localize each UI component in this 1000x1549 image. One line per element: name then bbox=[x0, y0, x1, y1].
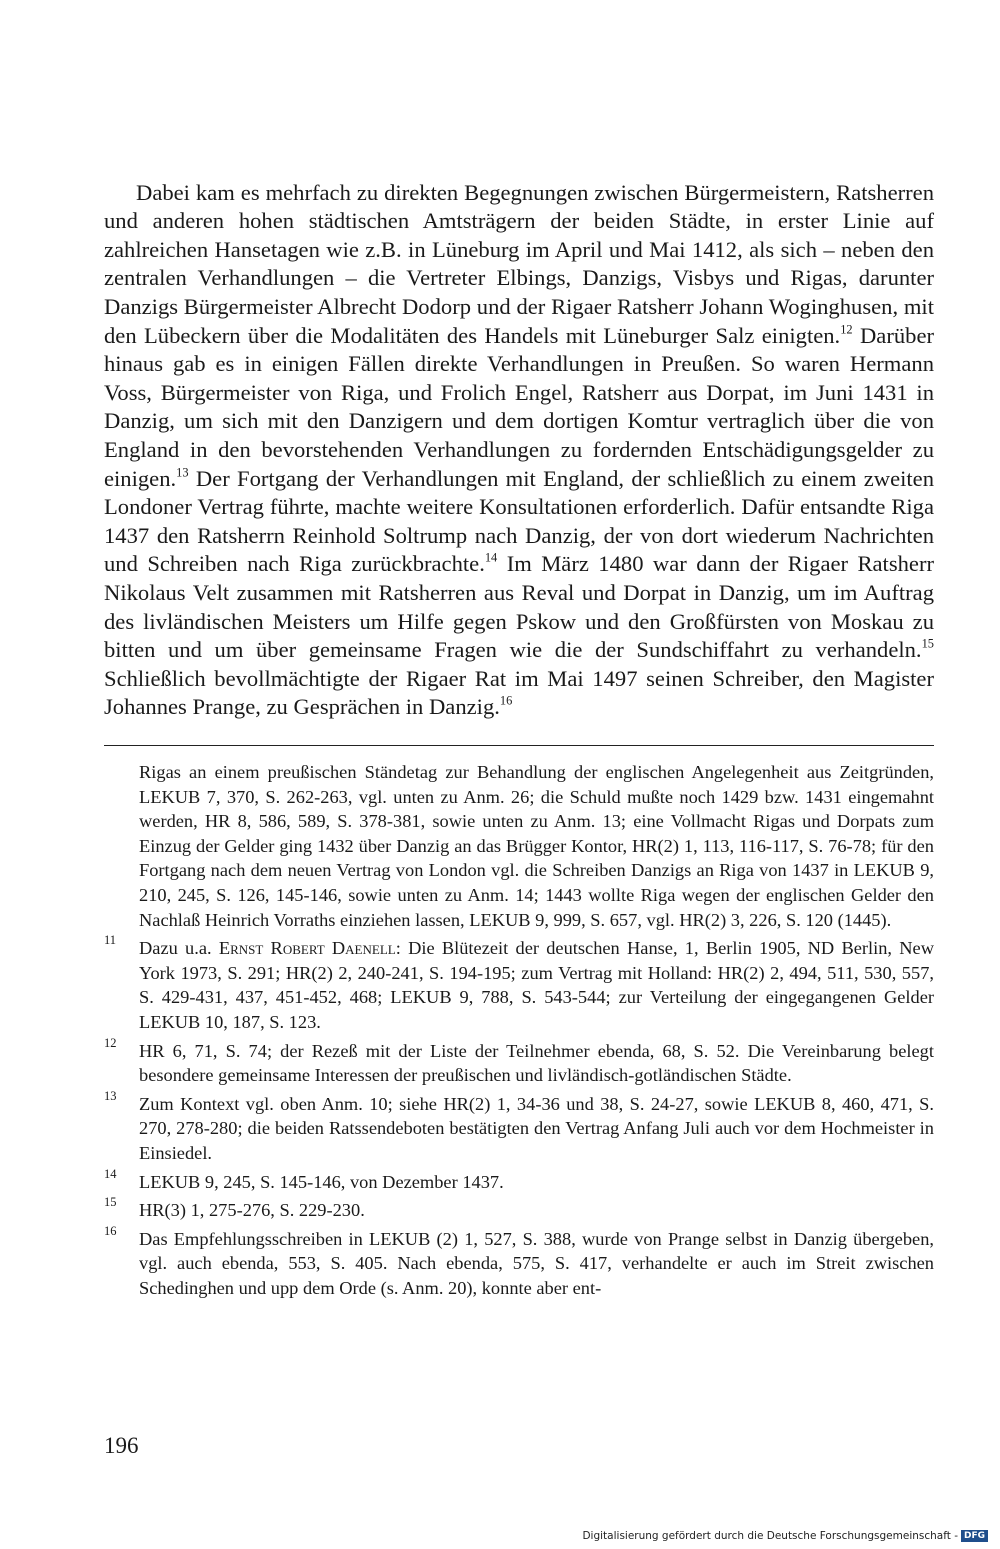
body-paragraph bbox=[104, 179, 934, 722]
footnote-text: HR 6, 71, S. 74; der Rezeß mit der Liste der Teilnehmer ebenda, 68, S. 52. Die Vereinbarung belegt besondere gemeinsame Interessen der preußischen und livländisch-gotländischen Städte. bbox=[139, 1040, 934, 1086]
body-text-segment: Darüber hinaus gab es in einigen Fällen direkte Verhandlungen in Preußen. So waren Hermann Voss, Bürgermeister von Riga, und Frolich Engel, Ratsherr aus Dorpat, im Juni 1431 in Danzig, um sich mit den Danzigern und dem dortigen Komtur vertraglich über die von England in den bevorstehenden Verhandlungen zu fordernden Entschädigungsgelder zu einigen. bbox=[104, 322, 935, 491]
footnote-number: 12 bbox=[104, 1035, 117, 1050]
footnote-14 bbox=[104, 1166, 934, 1195]
footnote-separator bbox=[104, 745, 934, 746]
footnote-text: Zum Kontext vgl. oben Anm. 10; siehe HR(2) 1, 34-36 und 38, S. 24-27, sowie LEKUB 8, 460, 471, S. 270, 278-280; die beiden Ratssendeboten bestätigten den Vertrag Anfang Juli auch vor dem Hochmeister in Einsiedel. bbox=[139, 1093, 934, 1163]
footnotes bbox=[104, 760, 934, 1304]
author-name: Ernst Robert Daenell bbox=[218, 938, 396, 959]
footnote-13 bbox=[104, 1088, 934, 1166]
footnote-number: 11 bbox=[104, 933, 117, 948]
footnote-ref-12[interactable]: 12 bbox=[840, 322, 853, 337]
footnote-number: 13 bbox=[104, 1088, 117, 1103]
footnote-number: 14 bbox=[104, 1166, 117, 1181]
footnote-12 bbox=[104, 1035, 934, 1088]
footnote-11 bbox=[104, 933, 934, 1034]
footnote-ref-16[interactable]: 16 bbox=[499, 693, 513, 708]
credit-text: Digitalisierung gefördert durch die Deutsche Forschungsgemeinschaft - bbox=[582, 1530, 958, 1542]
footnote-number: 15 bbox=[104, 1195, 117, 1210]
footnote-text: LEKUB 9, 245, S. 145-146, von Dezember 1437. bbox=[139, 1171, 504, 1192]
body-text-segment: Dabei kam es mehrfach zu direkten Begegnungen zwischen Bürgermeistern, Ratsherren und anderen hohen städtischen Amtsträgern der beiden Städte, in erster Linie auf zahlreichen Hansetagen wie z.B. in Lüneburg im April und Mai 1412, als sich – neben den zentralen Verhandlungen – die Vertreter Elbings, Danzigs, Visbys und Rigas, darunter Danzigs Bürgermeister Albrecht Dodorp und der Rigaer Ratsherr Johann Woginghusen, mit den Lübeckern über die Modalitäten des Handels mit Lüneburger Salz einigten. bbox=[104, 179, 934, 348]
footnote-ref-15[interactable]: 15 bbox=[921, 636, 934, 651]
footnote-text: Dazu u.a. Ernst Robert Daenell: Die Blütezeit der deutschen Hanse, 1, Berlin 1905, ND Berlin, New York 1973, S. 291; HR(2) 2, 240-241, S. 194-195; zum Vertrag mit Holland: HR(2) 2, 494, 511, 530, 557, S. 429-431, 437, 451-452, 468; LEKUB 9, 788, S. 543-544; zur Verteilung der eingegangenen Gelder LEKUB 10, 187, S. 123. bbox=[139, 938, 934, 1032]
footnote-text: HR(3) 1, 275-276, S. 229-230. bbox=[139, 1200, 365, 1221]
body-text-segment: Im März 1480 war dann der Rigaer Ratsherr Nikolaus Velt zusammen mit Ratsherren aus Reval und Dorpat in Danzig, um im Auftrag des livländischen Meisters um Hilfe gegen Pskow und den Großfürsten von Moskau zu bitten und um über gemeinsame Fragen wie die der Sundschiffahrt zu verhandeln. bbox=[104, 551, 934, 663]
footnote-ref-13[interactable]: 13 bbox=[176, 465, 189, 480]
digitization-credit bbox=[582, 1529, 988, 1543]
footnote-text: Das Empfehlungsschreiben in LEKUB (2) 1, 527, S. 388, wurde von Prange selbst in Danzig übergeben, vgl. auch ebenda, 553, S. 405. Nach ebenda, 575, S. 417, verhandelte er auch im Streit zwischen Schedinghen und upp dem Orde (s. Anm. 20), konnte aber ent- bbox=[139, 1228, 934, 1298]
footnote-15 bbox=[104, 1195, 934, 1223]
footnote-16 bbox=[104, 1223, 934, 1301]
footnote-number: 16 bbox=[104, 1223, 117, 1238]
page-number: 196 bbox=[104, 1433, 139, 1458]
dfg-logo-icon: DFG bbox=[961, 1530, 988, 1542]
body-text-segment: Schließlich bevollmächtigte der Rigaer Rat im Mai 1497 seinen Schreiber, den Magister Johannes Prange, zu Gesprächen in Danzig. bbox=[104, 665, 934, 720]
body-text-segment: Der Fortgang der Verhandlungen mit England, der schließlich zu einem zweiten Londoner Vertrag führte, machte weitere Konsultationen erforderlich. Dafür entsandte Riga 1437 den Ratsherrn Reinhold Soltrump nach Danzig, der von dort wiederum Nachrichten und Schreiben nach Riga zurückbrachte. bbox=[104, 465, 934, 577]
footnote-continuation: Rigas an einem preußischen Ständetag zur Behandlung der englischen Angelegenheit aus Zeitgründen, LEKUB 7, 370, S. 262-263, vgl. unten zu Anm. 26; die Schuld mußte noch 1429 bzw. 1431 eingemahnt werden, HR 8, 586, 589, S. 378-381, sowie unten zu Anm. 13; eine Vollmacht Rigas und Dorpats zum Einzug der Gelder ging 1432 über Danzig an das Brügger Kontor, HR(2) 1, 113, 116-117, S. 76-78; für den Fortgang nach dem neuen Vertrag von London vgl. die Schreiben Danzigs an Riga von 1437 in LEKUB 9, 210, 245, S. 126, 145-146, sowie unten zu Anm. 14; 1443 wollte Riga wegen der englischen Gelder den Nachlaß Heinrich Vorraths einziehen lassen, LEKUB 9, 999, S. 657, vgl. HR(2) 3, 226, S. 120 (1445). bbox=[139, 762, 934, 930]
footnote-ref-14[interactable]: 14 bbox=[484, 551, 498, 565]
